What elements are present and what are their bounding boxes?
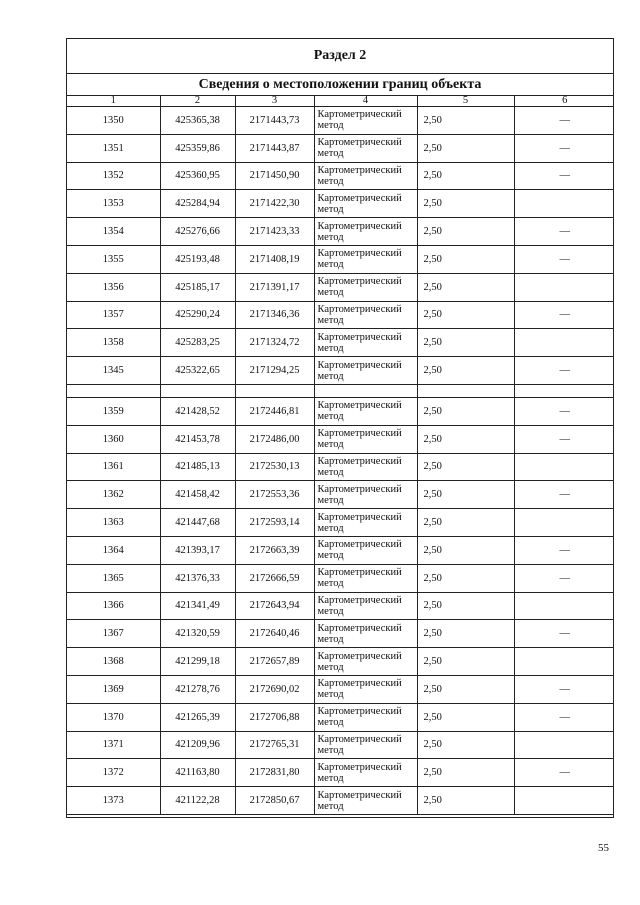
x-coordinate-cell: 425276,66 [160, 218, 235, 246]
y-coordinate-cell: 2172850,67 [235, 787, 314, 815]
table-row [67, 134, 614, 162]
x-coordinate-cell: 421209,96 [160, 731, 235, 759]
y-coordinate-cell: 2172690,02 [235, 675, 314, 703]
x-coordinate-cell: 421320,59 [160, 620, 235, 648]
y-coordinate-cell: 2171346,36 [235, 301, 314, 329]
method-cell: Картометрический метод [314, 425, 417, 453]
note-cell: — [514, 703, 614, 731]
note-cell: — [514, 675, 614, 703]
method-cell: Картометрический метод [314, 190, 417, 218]
point-number-cell: 1354 [67, 218, 160, 246]
empty-cell [67, 384, 160, 397]
accuracy-cell: 2,50 [417, 536, 514, 564]
x-coordinate-cell: 421453,78 [160, 425, 235, 453]
y-coordinate-cell: 2171408,19 [235, 245, 314, 273]
point-number-cell: 1358 [67, 329, 160, 357]
x-coordinate-cell: 425365,38 [160, 107, 235, 135]
y-coordinate-cell: 2172706,88 [235, 703, 314, 731]
table-row [67, 218, 614, 246]
empty-cell [417, 384, 514, 397]
y-coordinate-cell: 2171450,90 [235, 162, 314, 190]
point-number-cell: 1361 [67, 453, 160, 481]
note-cell: — [514, 759, 614, 787]
point-number-cell: 1359 [67, 397, 160, 425]
column-header: 1 [67, 96, 160, 107]
column-header: 2 [160, 96, 235, 107]
x-coordinate-cell: 421163,80 [160, 759, 235, 787]
method-cell: Картометрический метод [314, 481, 417, 509]
method-cell: Картометрический метод [314, 759, 417, 787]
x-coordinate-cell: 421341,49 [160, 592, 235, 620]
boundary-table [67, 96, 614, 815]
empty-cell [160, 384, 235, 397]
method-cell: Картометрический метод [314, 648, 417, 676]
y-coordinate-cell: 2171422,30 [235, 190, 314, 218]
x-coordinate-cell: 425322,65 [160, 357, 235, 385]
note-cell [514, 731, 614, 759]
method-cell: Картометрический метод [314, 564, 417, 592]
x-coordinate-cell: 421447,68 [160, 509, 235, 537]
x-coordinate-cell: 421299,18 [160, 648, 235, 676]
y-coordinate-cell: 2172486,00 [235, 425, 314, 453]
table-row [67, 245, 614, 273]
accuracy-cell: 2,50 [417, 787, 514, 815]
accuracy-cell: 2,50 [417, 592, 514, 620]
document-frame [66, 38, 614, 818]
point-number-cell: 1350 [67, 107, 160, 135]
x-coordinate-cell: 425290,24 [160, 301, 235, 329]
point-number-cell: 1365 [67, 564, 160, 592]
x-coordinate-cell: 421278,76 [160, 675, 235, 703]
note-cell [514, 509, 614, 537]
point-number-cell: 1369 [67, 675, 160, 703]
note-cell: — [514, 425, 614, 453]
table-row [67, 759, 614, 787]
x-coordinate-cell: 425284,94 [160, 190, 235, 218]
method-cell: Картометрический метод [314, 620, 417, 648]
x-coordinate-cell: 425283,25 [160, 329, 235, 357]
table-row [67, 675, 614, 703]
accuracy-cell: 2,50 [417, 564, 514, 592]
method-cell: Картометрический метод [314, 245, 417, 273]
point-number-cell: 1362 [67, 481, 160, 509]
table-row [67, 162, 614, 190]
table-row [67, 107, 614, 135]
y-coordinate-cell: 2172553,36 [235, 481, 314, 509]
accuracy-cell: 2,50 [417, 648, 514, 676]
accuracy-cell: 2,50 [417, 703, 514, 731]
empty-cell [235, 384, 314, 397]
accuracy-cell: 2,50 [417, 273, 514, 301]
note-cell: — [514, 218, 614, 246]
accuracy-cell: 2,50 [417, 134, 514, 162]
x-coordinate-cell: 425193,48 [160, 245, 235, 273]
note-cell [514, 648, 614, 676]
table-row [67, 620, 614, 648]
y-coordinate-cell: 2172446,81 [235, 397, 314, 425]
column-header: 4 [314, 96, 417, 107]
method-cell: Картометрический метод [314, 357, 417, 385]
note-cell: — [514, 620, 614, 648]
point-number-cell: 1353 [67, 190, 160, 218]
note-cell: — [514, 107, 614, 135]
section-title: Раздел 2 [67, 39, 613, 74]
point-number-cell: 1352 [67, 162, 160, 190]
y-coordinate-cell: 2172657,89 [235, 648, 314, 676]
note-cell: — [514, 245, 614, 273]
point-number-cell: 1366 [67, 592, 160, 620]
accuracy-cell: 2,50 [417, 329, 514, 357]
column-header: 5 [417, 96, 514, 107]
point-number-cell: 1370 [67, 703, 160, 731]
accuracy-cell: 2,50 [417, 759, 514, 787]
method-cell: Картометрический метод [314, 107, 417, 135]
y-coordinate-cell: 2171294,25 [235, 357, 314, 385]
method-cell: Картометрический метод [314, 592, 417, 620]
column-header: 6 [514, 96, 614, 107]
table-row [67, 648, 614, 676]
method-cell: Картометрический метод [314, 787, 417, 815]
x-coordinate-cell: 425359,86 [160, 134, 235, 162]
point-number-cell: 1372 [67, 759, 160, 787]
method-cell: Картометрический метод [314, 162, 417, 190]
point-number-cell: 1371 [67, 731, 160, 759]
method-cell: Картометрический метод [314, 134, 417, 162]
accuracy-cell: 2,50 [417, 481, 514, 509]
y-coordinate-cell: 2172663,39 [235, 536, 314, 564]
x-coordinate-cell: 421265,39 [160, 703, 235, 731]
note-cell: — [514, 536, 614, 564]
y-coordinate-cell: 2172666,59 [235, 564, 314, 592]
table-row [67, 453, 614, 481]
table-row [67, 536, 614, 564]
point-number-cell: 1360 [67, 425, 160, 453]
note-cell: — [514, 301, 614, 329]
y-coordinate-cell: 2172593,14 [235, 509, 314, 537]
accuracy-cell: 2,50 [417, 509, 514, 537]
table-row [67, 301, 614, 329]
column-header: 3 [235, 96, 314, 107]
accuracy-cell: 2,50 [417, 357, 514, 385]
point-number-cell: 1373 [67, 787, 160, 815]
method-cell: Картометрический метод [314, 509, 417, 537]
y-coordinate-cell: 2172643,94 [235, 592, 314, 620]
accuracy-cell: 2,50 [417, 301, 514, 329]
y-coordinate-cell: 2171324,72 [235, 329, 314, 357]
note-cell [514, 190, 614, 218]
point-number-cell: 1356 [67, 273, 160, 301]
note-cell [514, 787, 614, 815]
y-coordinate-cell: 2171423,33 [235, 218, 314, 246]
x-coordinate-cell: 421122,28 [160, 787, 235, 815]
accuracy-cell: 2,50 [417, 731, 514, 759]
note-cell [514, 329, 614, 357]
note-cell: — [514, 397, 614, 425]
y-coordinate-cell: 2172831,80 [235, 759, 314, 787]
method-cell: Картометрический метод [314, 675, 417, 703]
accuracy-cell: 2,50 [417, 107, 514, 135]
method-cell: Картометрический метод [314, 536, 417, 564]
table-row [67, 190, 614, 218]
table-row [67, 592, 614, 620]
note-cell [514, 273, 614, 301]
accuracy-cell: 2,50 [417, 162, 514, 190]
method-cell: Картометрический метод [314, 218, 417, 246]
method-cell: Картометрический метод [314, 453, 417, 481]
note-cell [514, 453, 614, 481]
table-row [67, 273, 614, 301]
y-coordinate-cell: 2171391,17 [235, 273, 314, 301]
note-cell: — [514, 481, 614, 509]
x-coordinate-cell: 421458,42 [160, 481, 235, 509]
accuracy-cell: 2,50 [417, 190, 514, 218]
method-cell: Картометрический метод [314, 329, 417, 357]
table-row [67, 357, 614, 385]
page-number: 55 [598, 842, 609, 854]
point-number-cell: 1368 [67, 648, 160, 676]
section-subtitle: Сведения о местоположении границ объекта [67, 74, 613, 96]
accuracy-cell: 2,50 [417, 245, 514, 273]
contour-separator-row [67, 384, 614, 397]
note-cell [514, 592, 614, 620]
point-number-cell: 1363 [67, 509, 160, 537]
method-cell: Картометрический метод [314, 301, 417, 329]
method-cell: Картометрический метод [314, 731, 417, 759]
x-coordinate-cell: 421428,52 [160, 397, 235, 425]
x-coordinate-cell: 421376,33 [160, 564, 235, 592]
column-number-row [67, 96, 614, 107]
accuracy-cell: 2,50 [417, 453, 514, 481]
y-coordinate-cell: 2172765,31 [235, 731, 314, 759]
accuracy-cell: 2,50 [417, 620, 514, 648]
table-row [67, 397, 614, 425]
note-cell: — [514, 357, 614, 385]
method-cell: Картометрический метод [314, 703, 417, 731]
point-number-cell: 1364 [67, 536, 160, 564]
point-number-cell: 1351 [67, 134, 160, 162]
y-coordinate-cell: 2171443,73 [235, 107, 314, 135]
point-number-cell: 1367 [67, 620, 160, 648]
note-cell: — [514, 134, 614, 162]
accuracy-cell: 2,50 [417, 675, 514, 703]
table-row [67, 481, 614, 509]
accuracy-cell: 2,50 [417, 425, 514, 453]
accuracy-cell: 2,50 [417, 397, 514, 425]
point-number-cell: 1357 [67, 301, 160, 329]
x-coordinate-cell: 425185,17 [160, 273, 235, 301]
table-row [67, 731, 614, 759]
table-row [67, 564, 614, 592]
x-coordinate-cell: 421485,13 [160, 453, 235, 481]
x-coordinate-cell: 421393,17 [160, 536, 235, 564]
y-coordinate-cell: 2171443,87 [235, 134, 314, 162]
table-row [67, 787, 614, 815]
table-row [67, 703, 614, 731]
point-number-cell: 1345 [67, 357, 160, 385]
point-number-cell: 1355 [67, 245, 160, 273]
table-row [67, 509, 614, 537]
note-cell: — [514, 162, 614, 190]
accuracy-cell: 2,50 [417, 218, 514, 246]
method-cell: Картометрический метод [314, 397, 417, 425]
empty-cell [314, 384, 417, 397]
y-coordinate-cell: 2172530,13 [235, 453, 314, 481]
note-cell: — [514, 564, 614, 592]
y-coordinate-cell: 2172640,46 [235, 620, 314, 648]
method-cell: Картометрический метод [314, 273, 417, 301]
x-coordinate-cell: 425360,95 [160, 162, 235, 190]
table-row [67, 425, 614, 453]
table-row [67, 329, 614, 357]
empty-cell [514, 384, 614, 397]
